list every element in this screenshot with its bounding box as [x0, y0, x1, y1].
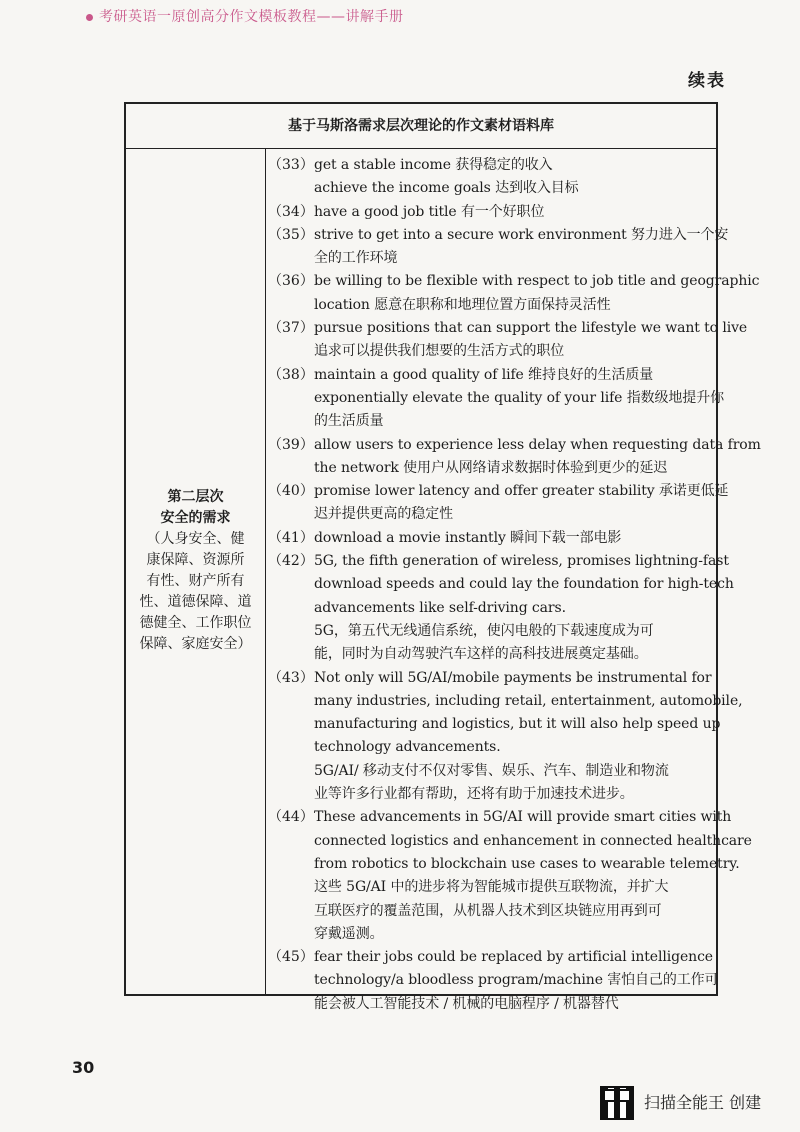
entry-line: strive to get into a secure work environment 努力进入一个安 [314, 226, 729, 243]
entry-line: These advancements in 5G/AI will provide smart cities with [314, 809, 732, 826]
entry-number: （38） [268, 366, 314, 383]
entry-line: Not only will 5G/AI/mobile payments be instrumental for [314, 669, 712, 686]
entry-number: （34） [268, 203, 314, 220]
entry-line: from robotics to blockchain use cases to wearable telemetry. [314, 855, 740, 872]
entry-number: （45） [268, 949, 314, 966]
entry-line: 能，同时为自动驾驶汽车这样的高科技进展奠定基础。 [314, 646, 648, 663]
entry-line: 全的工作环境 [314, 250, 398, 267]
entry-number: （43） [268, 669, 314, 686]
entry-line: 这些 5G/AI 中的进步将为智能城市提供互联物流，并扩大 [314, 879, 669, 896]
corpus-entry [268, 224, 729, 271]
entry-number: （44） [268, 809, 314, 826]
category-desc-line: 有性、财产所有 [146, 573, 245, 589]
entry-line: 能会被人工智能技术 / 机械的电脑程序 / 机器替代 [314, 995, 619, 1012]
category-desc-line: 康保障、资源所 [146, 552, 245, 568]
entry-number: （41） [268, 529, 314, 546]
entry-line: manufacturing and logistics, but it will also help speed up [314, 716, 721, 733]
corpus-entry [268, 317, 748, 364]
header-title: 考研英语一原创高分作文模板教程——讲解手册 [99, 9, 404, 25]
category-desc-line: 性、道德保障、道 [139, 594, 252, 610]
qr-code-icon [600, 1086, 634, 1120]
entry-line: be willing to be flexible with respect to job title and geographic [314, 273, 760, 290]
entry-number: （40） [268, 483, 314, 500]
corpus-entry [268, 480, 729, 527]
entry-line: get a stable income 获得稳定的收入 [314, 157, 553, 173]
entry-line: download speeds and could lay the foundation for high-tech [314, 576, 734, 593]
scanner-credit: 扫描全能王 创建 [644, 1093, 762, 1112]
entry-line: technology/a bloodless program/machine 害怕自己的工作可 [314, 972, 719, 989]
entry-line: 穿戴遥测。 [314, 925, 384, 942]
entry-line: exponentially elevate the quality of your life 指数级地提升你 [314, 389, 724, 406]
entry-line: connected logistics and enhancement in connected healthcare [314, 832, 752, 849]
table-title: 基于马斯洛需求层次理论的作文素材语料库 [126, 104, 716, 149]
corpus-entry [268, 946, 719, 1016]
page-number: 30 [72, 1058, 95, 1077]
continued-label: 续表 [688, 71, 726, 91]
entry-line: technology advancements. [314, 739, 501, 756]
entry-line: achieve the income goals 达到收入目标 [314, 180, 579, 197]
corpus-table [124, 102, 761, 1012]
entry-number: （35） [268, 226, 314, 243]
entry-number: （33） [268, 157, 314, 173]
entry-line: 5G，第五代无线通信系统，使闪电般的下载速度成为可 [314, 622, 654, 639]
entry-line: 业等许多行业都有帮助，还将有助于加速技术进步。 [314, 786, 634, 803]
entry-line: 迟并提供更高的稳定性 [314, 506, 453, 523]
corpus-entry [268, 667, 743, 807]
corpus-entry [268, 434, 761, 481]
corpus-entry [268, 364, 724, 434]
entry-line: fear their jobs could be replaced by artificial intelligence [314, 949, 713, 966]
category-desc-line: （人身安全、健 [146, 531, 245, 547]
category-cell [126, 148, 266, 994]
category-name: 安全的需求 [160, 510, 231, 526]
entries-cell [268, 154, 761, 1016]
entry-line: 5G, the fifth generation of wireless, promises lightning-fast [314, 553, 729, 570]
entry-line: advancements like self-driving cars. [314, 599, 566, 616]
corpus-entry [268, 806, 752, 946]
entry-line: maintain a good quality of life 维持良好的生活质量 [314, 366, 654, 383]
corpus-entry [268, 550, 734, 666]
entry-number: （36） [268, 273, 314, 290]
corpus-entry [268, 527, 712, 550]
entry-line: 的生活质量 [314, 413, 384, 430]
entry-line: the network 使用户从网络请求数据时体验到更少的延迟 [314, 459, 668, 476]
entry-line: pursue positions that can support the lifestyle we want to live [314, 320, 748, 337]
entry-number: （39） [268, 436, 314, 453]
corpus-entry [268, 154, 712, 201]
category-desc-line: 德健全、工作职位 [139, 615, 252, 631]
entry-number: （37） [268, 320, 314, 337]
entry-line: 追求可以提供我们想要的生活方式的职位 [314, 343, 565, 360]
entry-line: download a movie instantly 瞬间下载一部电影 [314, 529, 622, 546]
corpus-entry [268, 201, 712, 224]
category-level: 第二层次 [167, 489, 224, 505]
corpus-entry [268, 270, 760, 317]
entry-line: 5G/AI/ 移动支付不仅对零售、娱乐、汽车、制造业和物流 [314, 762, 669, 779]
entry-number: （42） [268, 553, 314, 570]
entry-line: location 愿意在职称和地理位置方面保持灵活性 [314, 296, 611, 313]
category-desc-line: 保障、家庭安全） [139, 636, 252, 652]
bullet-dot-icon [86, 14, 93, 21]
entry-line: many industries, including retail, entertainment, automobile, [314, 692, 743, 709]
entry-line: allow users to experience less delay when requesting data from [314, 436, 761, 453]
entry-line: have a good job title 有一个好职位 [314, 203, 545, 220]
entry-line: 互联医疗的覆盖范围，从机器人技术到区块链应用再到可 [314, 902, 662, 919]
entry-line: promise lower latency and offer greater stability 承诺更低延 [314, 483, 729, 500]
running-header [86, 6, 404, 26]
